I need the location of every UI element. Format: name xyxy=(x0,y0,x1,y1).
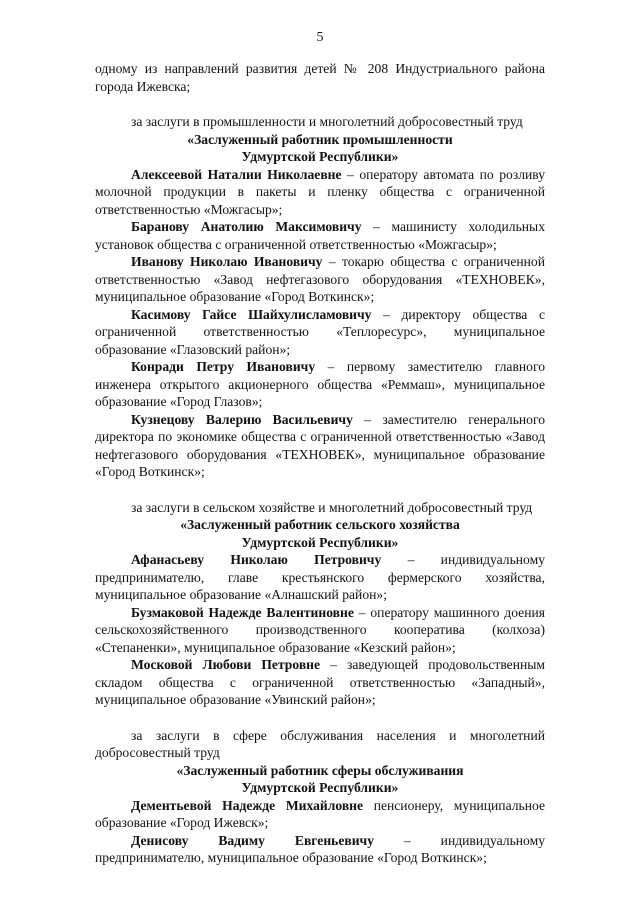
intro-paragraph: одному из направлений развития детей № 208 Индустриального района города Ижевска; xyxy=(95,61,545,94)
recipient-description: – заместителю генерального директора по экономике общества с ограниченной ответственностью «Завод нефтегазового оборудования «ТЕХНОВЕК», муниципальное образование «Город Воткинск»; xyxy=(95,411,545,479)
award-title-line2: Удмуртской Республики» xyxy=(241,534,399,550)
award-entry xyxy=(95,218,545,253)
award-entry xyxy=(95,832,545,867)
recipient-description: – оператору автомата по розливу молочной продукции в пакеты и пленку общества с ограниченной ответственностью «Можгасыр»; xyxy=(95,166,546,217)
recipient-description: – индивидуальному предпринимателю, главе крестьянского фермерского хозяйства, муниципальное образование «Алнашский район»; xyxy=(95,552,545,602)
recipient-description: – директору общества с ограниченной ответственностью «Теплоресурс», муниципальное образование «Глазовский район»; xyxy=(95,306,545,357)
recipient-name: Кузнецову Валерию Васильевичу xyxy=(131,411,353,427)
recipient-name: Касимову Гайсе Шайхулисламовичу xyxy=(131,306,372,322)
recipient-description: – машинисту холодильных установок общества с ограниченной ответственностью «Можгасыр»; xyxy=(95,219,545,252)
recipient-name: Афанасьеву Николаю Петровичу xyxy=(131,552,382,567)
recipient-name: Конради Петру Ивановичу xyxy=(131,359,316,374)
recipient-description: – индивидуальному предпринимателю, муниципальное образование «Город Воткинск»; xyxy=(95,832,545,865)
award-entry xyxy=(95,358,545,411)
award-title-line2: Удмуртской Республики» xyxy=(241,149,399,164)
award-entry xyxy=(95,306,545,359)
section-lead: за заслуги в сельском хозяйстве и многолетний добросовестный труд xyxy=(131,499,533,515)
award-entry xyxy=(95,797,545,832)
recipient-name: Бузмаковой Надежде Валентиновне xyxy=(131,604,354,620)
recipient-description: – первому заместителю главного инженера открытого акционерного общества «Реммаш», муниципальное образование «Город Глазов»; xyxy=(95,359,545,409)
document-body xyxy=(95,60,545,867)
recipient-name: Дементьевой Надежде Михайловне xyxy=(131,797,364,813)
award-entry xyxy=(95,604,545,657)
award-entry xyxy=(95,411,545,481)
recipient-description: – токарю общества с ограниченной ответственностью «Завод нефтегазового оборудования «ТЕХНОВЕК», муниципальное образование «Город Воткинск»; xyxy=(95,254,545,304)
award-title: «Заслуженный работник промышленности xyxy=(187,131,453,147)
recipient-name: Московой Любови Петровне xyxy=(131,657,321,672)
recipient-name: Иванову Николаю Ивановичу xyxy=(131,254,323,269)
section-lead: за заслуги в сфере обслуживания населения и многолетний добросовестный труд xyxy=(95,727,545,760)
recipient-name: Баранову Анатолию Максимовичу xyxy=(131,219,362,234)
award-title: «Заслуженный работник сферы обслуживания xyxy=(176,762,464,778)
recipient-description: пенсионеру, муниципальное образование «Город Ижевск»; xyxy=(95,797,545,830)
page-number: 5 xyxy=(316,30,324,45)
recipient-description: – заведующей продовольственным складом общества с ограниченной ответственностью «Западный», муниципальное образование «Увинский район»; xyxy=(95,657,545,707)
recipient-description: – оператору машинного доения сельскохозяйственного производственного кооператива (колхоза) «Степаненки», муниципальное образование «Кезский район»; xyxy=(95,604,545,655)
award-entry xyxy=(95,656,545,709)
award-title-line2: Удмуртской Республики» xyxy=(241,780,399,795)
award-entry xyxy=(95,551,545,604)
section-lead: за заслуги в промышленности и многолетний добросовестный труд xyxy=(131,114,523,129)
recipient-name: Алексеевой Наталии Николаевне xyxy=(131,166,342,182)
award-entry xyxy=(95,253,545,306)
recipient-name: Денисову Вадиму Евгеньевичу xyxy=(131,832,375,848)
award-entry xyxy=(95,166,545,219)
award-title: «Заслуженный работник сельского хозяйства xyxy=(180,517,460,532)
